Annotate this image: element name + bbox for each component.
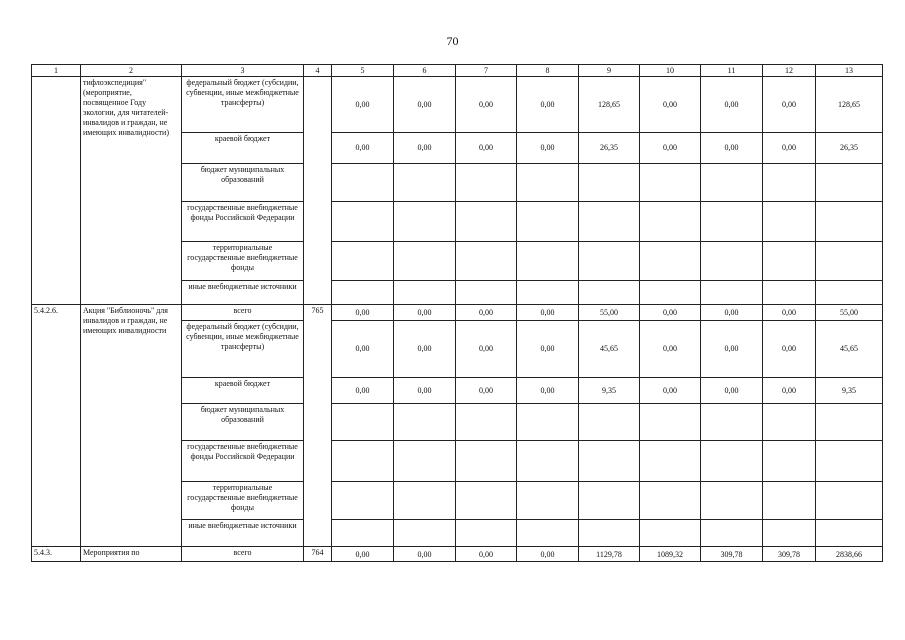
column-header: 10 — [640, 65, 701, 77]
budget-table — [31, 64, 883, 562]
value-cell — [332, 164, 394, 202]
value-cell — [332, 404, 394, 441]
value-cell: 26,35 — [816, 133, 883, 164]
value-cell — [640, 202, 701, 242]
funding-source: всего — [182, 305, 304, 321]
budget-code: 764 — [304, 547, 332, 562]
value-cell — [332, 441, 394, 482]
table-row — [32, 305, 883, 321]
value-cell: 0,00 — [456, 547, 517, 562]
value-cell — [394, 164, 456, 202]
value-cell — [456, 404, 517, 441]
item-code: 5.4.3. — [32, 547, 81, 562]
value-cell: 0,00 — [517, 77, 579, 133]
value-cell: 0,00 — [456, 378, 517, 404]
value-cell: 0,00 — [517, 305, 579, 321]
value-cell — [456, 482, 517, 520]
value-cell — [332, 520, 394, 547]
value-cell: 0,00 — [332, 378, 394, 404]
column-header: 2 — [81, 65, 182, 77]
value-cell — [701, 404, 763, 441]
value-cell — [640, 520, 701, 547]
funding-source: бюджет муниципальных образований — [182, 404, 304, 441]
value-cell: 26,35 — [579, 133, 640, 164]
value-cell — [456, 202, 517, 242]
item-name: Мероприятия по — [81, 547, 182, 562]
value-cell — [517, 202, 579, 242]
column-header: 1 — [32, 65, 81, 77]
value-cell — [816, 202, 883, 242]
value-cell — [763, 202, 816, 242]
value-cell — [394, 242, 456, 281]
value-cell — [579, 441, 640, 482]
value-cell — [579, 482, 640, 520]
value-cell: 0,00 — [332, 305, 394, 321]
value-cell — [701, 242, 763, 281]
value-cell — [816, 404, 883, 441]
value-cell — [763, 404, 816, 441]
value-cell — [701, 441, 763, 482]
funding-source: краевой бюджет — [182, 378, 304, 404]
value-cell: 0,00 — [456, 321, 517, 378]
value-cell — [763, 441, 816, 482]
value-cell — [517, 441, 579, 482]
value-cell — [456, 164, 517, 202]
value-cell — [701, 281, 763, 305]
value-cell — [816, 281, 883, 305]
value-cell — [701, 482, 763, 520]
value-cell: 0,00 — [394, 321, 456, 378]
funding-source: краевой бюджет — [182, 133, 304, 164]
value-cell: 0,00 — [456, 305, 517, 321]
value-cell — [640, 482, 701, 520]
value-cell — [640, 441, 701, 482]
value-cell: 55,00 — [816, 305, 883, 321]
value-cell — [517, 242, 579, 281]
funding-source: территориальные государственные внебюджетные фонды — [182, 482, 304, 520]
value-cell: 0,00 — [701, 305, 763, 321]
value-cell — [394, 202, 456, 242]
value-cell — [640, 164, 701, 202]
value-cell — [394, 441, 456, 482]
value-cell: 0,00 — [640, 305, 701, 321]
value-cell — [332, 281, 394, 305]
funding-source: иные внебюджетные источники — [182, 281, 304, 305]
value-cell: 0,00 — [517, 547, 579, 562]
value-cell: 9,35 — [579, 378, 640, 404]
value-cell: 0,00 — [701, 133, 763, 164]
value-cell: 0,00 — [456, 133, 517, 164]
column-header: 7 — [456, 65, 517, 77]
value-cell — [394, 482, 456, 520]
funding-source: бюджет муниципальных образований — [182, 164, 304, 202]
value-cell: 0,00 — [763, 77, 816, 133]
value-cell — [816, 441, 883, 482]
value-cell: 0,00 — [456, 77, 517, 133]
value-cell — [701, 164, 763, 202]
value-cell: 0,00 — [701, 321, 763, 378]
value-cell — [394, 404, 456, 441]
value-cell: 0,00 — [394, 133, 456, 164]
value-cell — [816, 520, 883, 547]
value-cell — [701, 202, 763, 242]
value-cell: 45,65 — [579, 321, 640, 378]
value-cell — [517, 404, 579, 441]
funding-source: государственные внебюджетные фонды Российской Федерации — [182, 202, 304, 242]
column-header: 6 — [394, 65, 456, 77]
value-cell — [640, 281, 701, 305]
value-cell — [517, 281, 579, 305]
value-cell — [579, 281, 640, 305]
value-cell — [763, 164, 816, 202]
value-cell — [332, 242, 394, 281]
table-row — [32, 547, 883, 562]
value-cell: 0,00 — [763, 305, 816, 321]
value-cell: 55,00 — [579, 305, 640, 321]
value-cell — [640, 404, 701, 441]
value-cell — [816, 242, 883, 281]
value-cell: 0,00 — [763, 321, 816, 378]
value-cell: 0,00 — [394, 77, 456, 133]
value-cell: 1089,32 — [640, 547, 701, 562]
value-cell: 0,00 — [517, 133, 579, 164]
column-header: 5 — [332, 65, 394, 77]
value-cell — [579, 404, 640, 441]
value-cell: 0,00 — [332, 547, 394, 562]
funding-source: государственные внебюджетные фонды Российской Федерации — [182, 441, 304, 482]
value-cell: 9,35 — [816, 378, 883, 404]
value-cell: 0,00 — [701, 77, 763, 133]
value-cell — [579, 520, 640, 547]
value-cell: 45,65 — [816, 321, 883, 378]
value-cell: 1129,78 — [579, 547, 640, 562]
value-cell — [517, 520, 579, 547]
value-cell: 0,00 — [394, 547, 456, 562]
table-row — [32, 77, 883, 133]
value-cell: 0,00 — [332, 77, 394, 133]
funding-source: территориальные государственные внебюджетные фонды — [182, 242, 304, 281]
value-cell — [579, 164, 640, 202]
value-cell: 0,00 — [640, 321, 701, 378]
value-cell — [517, 482, 579, 520]
value-cell: 128,65 — [579, 77, 640, 133]
value-cell — [517, 164, 579, 202]
value-cell — [816, 164, 883, 202]
value-cell: 0,00 — [394, 378, 456, 404]
value-cell: 0,00 — [332, 133, 394, 164]
value-cell — [579, 242, 640, 281]
item-code — [32, 77, 81, 305]
value-cell: 309,78 — [763, 547, 816, 562]
value-cell — [640, 242, 701, 281]
column-header: 3 — [182, 65, 304, 77]
value-cell — [763, 520, 816, 547]
value-cell — [579, 202, 640, 242]
funding-source: иные внебюджетные источники — [182, 520, 304, 547]
column-header: 13 — [816, 65, 883, 77]
value-cell: 0,00 — [517, 378, 579, 404]
item-code: 5.4.2.6. — [32, 305, 81, 547]
budget-code: 765 — [304, 305, 332, 547]
value-cell — [394, 520, 456, 547]
value-cell: 0,00 — [640, 133, 701, 164]
value-cell: 309,78 — [701, 547, 763, 562]
value-cell — [332, 482, 394, 520]
column-header: 4 — [304, 65, 332, 77]
funding-source: федеральный бюджет (субсидии, субвенции, иные межбюджетные трансферты) — [182, 321, 304, 378]
value-cell — [394, 281, 456, 305]
item-name: Акция "Библионочь" для инвалидов и граждан, не имеющих инвалидности — [81, 305, 182, 547]
value-cell — [456, 441, 517, 482]
value-cell — [763, 281, 816, 305]
value-cell — [456, 281, 517, 305]
value-cell: 0,00 — [640, 378, 701, 404]
value-cell: 0,00 — [763, 133, 816, 164]
column-header: 9 — [579, 65, 640, 77]
value-cell: 0,00 — [701, 378, 763, 404]
page-number: 70 — [446, 34, 459, 48]
value-cell — [701, 520, 763, 547]
funding-source: всего — [182, 547, 304, 562]
value-cell — [763, 242, 816, 281]
column-header: 12 — [763, 65, 816, 77]
value-cell: 0,00 — [763, 378, 816, 404]
value-cell: 2838,66 — [816, 547, 883, 562]
value-cell: 0,00 — [517, 321, 579, 378]
item-name: тифлоэкспедиция" (мероприятие, посвященное Году экологии, для читателей-инвалидов и граждан, не имеющих инвалидности) — [81, 77, 182, 305]
value-cell — [456, 242, 517, 281]
value-cell — [763, 482, 816, 520]
value-cell — [456, 520, 517, 547]
value-cell — [332, 202, 394, 242]
value-cell: 0,00 — [332, 321, 394, 378]
column-header: 11 — [701, 65, 763, 77]
column-header: 8 — [517, 65, 579, 77]
value-cell — [816, 482, 883, 520]
value-cell: 0,00 — [640, 77, 701, 133]
budget-code — [304, 77, 332, 305]
header-row — [32, 65, 883, 77]
value-cell: 0,00 — [394, 305, 456, 321]
funding-source: федеральный бюджет (субсидии, субвенции, иные межбюджетные трансферты) — [182, 77, 304, 133]
value-cell: 128,65 — [816, 77, 883, 133]
